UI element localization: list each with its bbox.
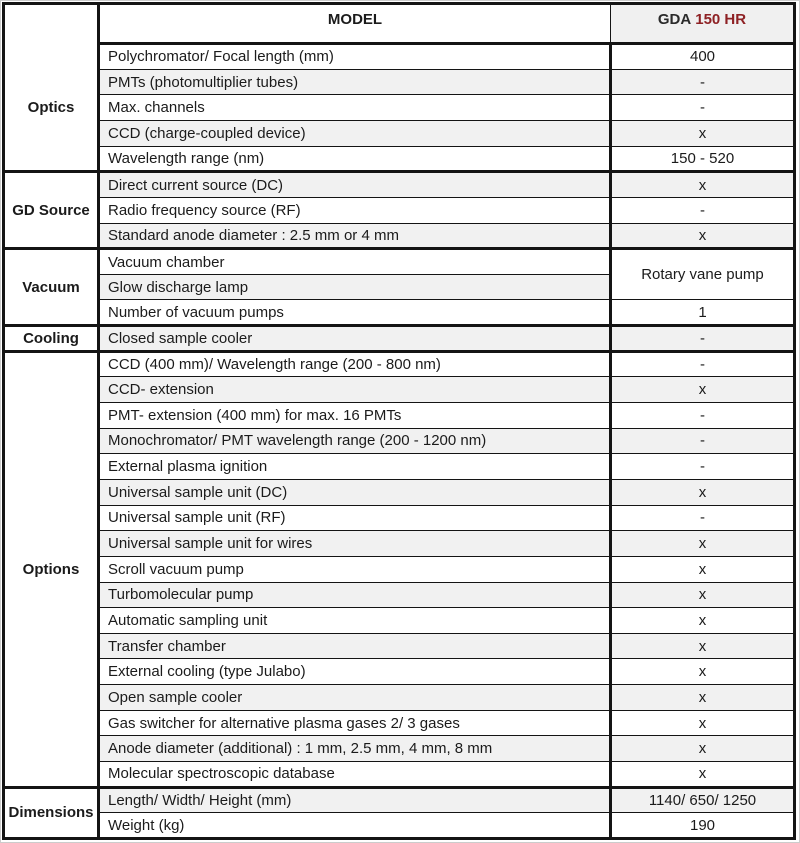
category-label-options: Options (22, 560, 80, 578)
spec-row (4, 531, 795, 557)
spec-row (4, 685, 795, 711)
spec-row (4, 762, 795, 788)
spec-value: x (611, 710, 795, 736)
spec-value: x (611, 659, 795, 685)
model-name-header (611, 4, 795, 44)
model-name-prefix: GDA (657, 11, 692, 28)
spec-label: Universal sample unit for wires (99, 531, 611, 557)
spec-value: x (611, 377, 795, 403)
spec-value: x (611, 120, 795, 146)
spec-value: x (611, 531, 795, 557)
spec-row (4, 377, 795, 403)
spec-label: Monochromator/ PMT wavelength range (200 - 1200 nm) (99, 428, 611, 454)
spec-label: Turbomolecular pump (99, 582, 611, 608)
spec-value: - (611, 403, 795, 429)
spec-value: - (611, 69, 795, 95)
spec-value: - (611, 326, 795, 352)
spec-label: Max. channels (99, 95, 611, 121)
spec-row (4, 736, 795, 762)
spec-row (4, 505, 795, 531)
spec-row (4, 403, 795, 429)
spec-label: Universal sample unit (DC) (99, 479, 611, 505)
spec-label: Standard anode diameter : 2.5 mm or 4 mm (99, 223, 611, 249)
spec-value: x (611, 556, 795, 582)
spec-row (4, 659, 795, 685)
spec-label: Closed sample cooler (99, 326, 611, 352)
spec-row (4, 454, 795, 480)
spec-row (4, 556, 795, 582)
spec-value: 1 (611, 300, 795, 326)
spec-label: PMT- extension (400 mm) for max. 16 PMTs (99, 403, 611, 429)
spec-label: CCD- extension (99, 377, 611, 403)
spec-row (4, 813, 795, 839)
category-cell-options (4, 351, 99, 787)
spec-value: x (611, 479, 795, 505)
spec-label: Scroll vacuum pump (99, 556, 611, 582)
spec-value: 1140/ 650/ 1250 (611, 787, 795, 813)
spec-row (4, 300, 795, 326)
spec-value: - (611, 454, 795, 480)
category-cell-dimensions (4, 787, 99, 838)
spec-label: Transfer chamber (99, 633, 611, 659)
spec-row (4, 608, 795, 634)
table-header-row (4, 4, 795, 44)
spec-label: Radio frequency source (RF) (99, 197, 611, 223)
spec-label: CCD (charge-coupled device) (99, 120, 611, 146)
spec-value: x (611, 223, 795, 249)
spec-value: - (611, 505, 795, 531)
spec-label: Glow discharge lamp (99, 274, 611, 300)
spec-label: Wavelength range (nm) (99, 146, 611, 172)
spec-value: x (611, 762, 795, 788)
spec-label: External plasma ignition (99, 454, 611, 480)
category-cell-cooling (4, 326, 99, 352)
spec-row (4, 95, 795, 121)
category-label-dimensions: Dimensions (8, 804, 94, 822)
spec-label: Direct current source (DC) (99, 172, 611, 198)
spec-row (4, 787, 795, 813)
spec-row (4, 172, 795, 198)
model-column-header (99, 4, 611, 44)
spec-label: Automatic sampling unit (99, 608, 611, 634)
spec-label: Number of vacuum pumps (99, 300, 611, 326)
spec-value: 150 - 520 (611, 146, 795, 172)
spec-row (4, 146, 795, 172)
spec-row (4, 582, 795, 608)
spec-row (4, 633, 795, 659)
spec-row (4, 710, 795, 736)
spec-value: 400 (611, 44, 795, 70)
spec-label: Anode diameter (additional) : 1 mm, 2.5 mm, 4 mm, 8 mm (99, 736, 611, 762)
spec-value: x (611, 685, 795, 711)
spec-value: x (611, 736, 795, 762)
spec-label: Weight (kg) (99, 813, 611, 839)
spec-table (2, 2, 796, 840)
spec-row (4, 351, 795, 377)
category-label-gd-source: GD Source (12, 201, 90, 219)
spec-row (4, 428, 795, 454)
spec-label: PMTs (photomultiplier tubes) (99, 69, 611, 95)
spec-label: External cooling (type Julabo) (99, 659, 611, 685)
spec-value: x (611, 582, 795, 608)
spec-row (4, 120, 795, 146)
category-cell-vacuum (4, 249, 99, 326)
spec-value: 190 (611, 813, 795, 839)
spec-value: - (611, 351, 795, 377)
category-label-vacuum: Vacuum (22, 278, 80, 296)
spec-row (4, 44, 795, 70)
spec-label: Vacuum chamber (99, 249, 611, 275)
spec-label: Open sample cooler (99, 685, 611, 711)
spec-row (4, 197, 795, 223)
spec-value: x (611, 633, 795, 659)
spec-value: - (611, 428, 795, 454)
spec-row (4, 249, 795, 275)
model-name-number: 150 HR (695, 11, 747, 28)
spec-label: Length/ Width/ Height (mm) (99, 787, 611, 813)
spec-label: Gas switcher for alternative plasma gases 2/ 3 gases (99, 710, 611, 736)
spec-label: CCD (400 mm)/ Wavelength range (200 - 800 nm) (99, 351, 611, 377)
spec-value: - (611, 197, 795, 223)
spec-label: Universal sample unit (RF) (99, 505, 611, 531)
spec-value: - (611, 95, 795, 121)
category-label-optics: Optics (27, 99, 75, 117)
category-cell-gd-source (4, 172, 99, 249)
spec-row (4, 223, 795, 249)
spec-value: x (611, 608, 795, 634)
spec-row (4, 479, 795, 505)
model-header-label: MODEL (327, 11, 383, 28)
category-cell-optics (4, 4, 99, 172)
spec-label: Polychromator/ Focal length (mm) (99, 44, 611, 70)
spec-label: Molecular spectroscopic database (99, 762, 611, 788)
spec-value: x (611, 172, 795, 198)
spec-row (4, 69, 795, 95)
spec-row (4, 326, 795, 352)
category-label-cooling: Cooling (23, 329, 79, 347)
spec-value-merged: Rotary vane pump (611, 249, 795, 300)
